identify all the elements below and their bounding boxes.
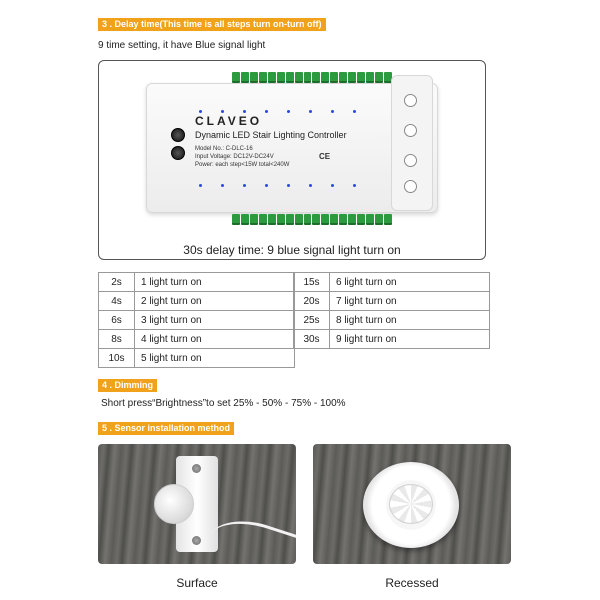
input-voltage: Input Voltage: DC12V-DC24V	[195, 154, 274, 160]
surface-caption: Surface	[176, 576, 218, 590]
surface-sensor-photo	[98, 444, 296, 564]
table-row	[294, 273, 490, 292]
delay-time-cell: 15s	[294, 273, 330, 292]
table-row	[294, 311, 490, 330]
controller-button-panel	[391, 75, 433, 211]
delay-time-cell: 2s	[99, 273, 135, 292]
product-caption: 30s delay time: 9 blue signal light turn on	[183, 243, 401, 257]
section-4-description: Short press“Brightness”to set 25% - 50% - 75% - 100%	[101, 398, 346, 409]
delay-time-cell: 8s	[99, 330, 135, 349]
section-3-tag: 3 . Delay time(This time is all steps turn on-turn off)	[98, 18, 326, 31]
delay-desc-cell: 5 light turn on	[135, 349, 295, 368]
table-row	[99, 273, 295, 292]
delay-time-cell: 25s	[294, 311, 330, 330]
delay-time-cell: 4s	[99, 292, 135, 311]
recessed-caption: Recessed	[385, 576, 439, 590]
delay-desc-cell: 6 light turn on	[330, 273, 490, 292]
section-3-description: 9 time setting, it have Blue signal light	[98, 40, 266, 51]
section-5-tag: 5 . Sensor installation method	[98, 422, 234, 435]
delay-time-cell: 30s	[294, 330, 330, 349]
delay-desc-cell: 7 light turn on	[330, 292, 490, 311]
top-terminal-block	[232, 72, 392, 83]
table-row	[99, 330, 295, 349]
knob-icon	[171, 146, 185, 160]
recessed-sensor-photo	[313, 444, 511, 564]
delay-time-cell: 10s	[99, 349, 135, 368]
pir-lens-icon	[389, 484, 433, 524]
model-number: Model No.: C-DLC-16	[195, 146, 253, 152]
time-delay-button	[404, 124, 417, 137]
delay-desc-cell: 1 light turn on	[135, 273, 295, 292]
controller-title: Dynamic LED Stair Lighting Controller	[195, 130, 347, 140]
delay-desc-cell: 9 light turn on	[330, 330, 490, 349]
delay-desc-cell: 8 light turn on	[330, 311, 490, 330]
table-row	[99, 311, 295, 330]
ce-mark: CE	[319, 152, 331, 161]
delay-time-cell: 20s	[294, 292, 330, 311]
delay-time-cell: 6s	[99, 311, 135, 330]
table-row	[294, 330, 490, 349]
brightness-button	[404, 94, 417, 107]
delay-desc-cell: 4 light turn on	[135, 330, 295, 349]
delay-table-right	[293, 272, 490, 349]
delay-table-left	[98, 272, 295, 368]
power-rating: Power: each step<15W total<240W	[195, 162, 290, 168]
bottom-terminal-block	[232, 214, 392, 225]
table-row	[294, 292, 490, 311]
section-4-tag: 4 . Dimming	[98, 379, 157, 392]
delay-desc-cell: 2 light turn on	[135, 292, 295, 311]
table-row	[99, 349, 295, 368]
brand-logo: CLAVEO	[195, 114, 263, 128]
knob-icon	[171, 128, 185, 142]
mode-button	[404, 154, 417, 167]
table-row	[99, 292, 295, 311]
delay-desc-cell: 3 light turn on	[135, 311, 295, 330]
product-image-box	[98, 60, 486, 260]
pir-sensor-icon	[154, 484, 194, 524]
sensor-button	[404, 180, 417, 193]
